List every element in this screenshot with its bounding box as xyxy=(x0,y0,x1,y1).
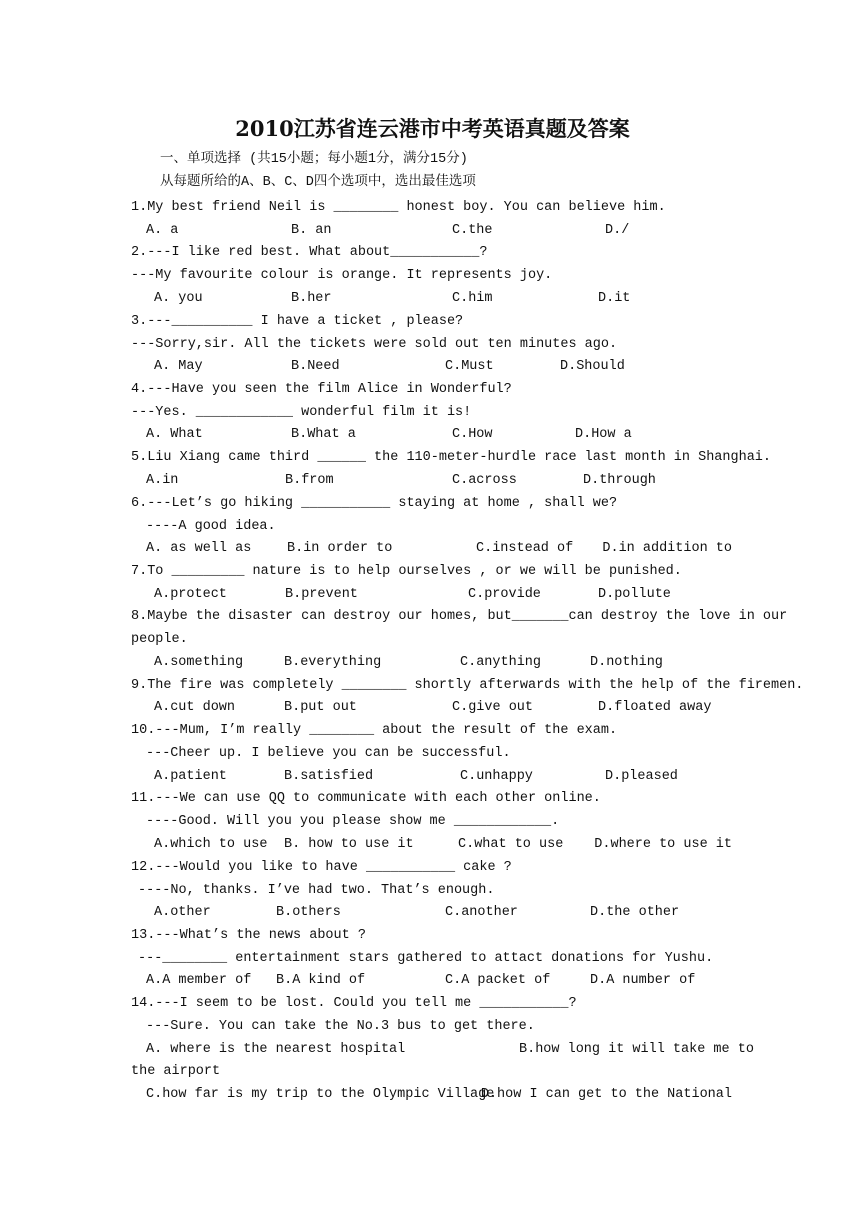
dialogue-line: ---My favourite colour is orange. It represents joy. xyxy=(131,268,553,283)
dialogue-line: ---________ entertainment stars gathered to attact donations for Yushu. xyxy=(138,951,714,966)
dialogue-line: ---Sure. You can take the No.3 bus to get there. xyxy=(146,1019,535,1034)
option-b: B.how long it will take me to xyxy=(519,1042,754,1057)
option-b: B.Need xyxy=(291,359,340,374)
question-stem: 1.My best friend Neil is ________ honest boy. You can believe him. xyxy=(131,200,666,215)
option-a: A. where is the nearest hospital xyxy=(146,1042,406,1057)
question-stem: 7.To _________ nature is to help ourselves , or we will be punished. xyxy=(131,564,682,579)
option-a: A.protect xyxy=(154,587,227,602)
question-stem: 10.---Mum, I’m really ________ about the result of the exam. xyxy=(131,723,618,738)
option-d: D.How a xyxy=(575,427,632,442)
question-stem-cont: people. xyxy=(131,632,188,647)
option-a: A.patient xyxy=(154,769,227,784)
option-a: A. a xyxy=(146,223,179,238)
dialogue-line: ----A good idea. xyxy=(146,519,276,534)
option-c: C.him xyxy=(452,291,493,306)
option-a: A. you xyxy=(154,291,203,306)
option-c: C.provide xyxy=(468,587,541,602)
question-stem: 11.---We can use QQ to communicate with each other online. xyxy=(131,791,601,806)
dialogue-line: ---Cheer up. I believe you can be successful. xyxy=(146,746,511,761)
option-b: B.satisfied xyxy=(284,769,374,784)
option-c: C.another xyxy=(445,905,518,920)
option-b: B.from xyxy=(285,473,334,488)
option-d: D./ xyxy=(605,223,630,238)
option-c: C.the xyxy=(452,223,493,238)
option-a: A.cut down xyxy=(154,700,236,715)
option-a: A.A member of xyxy=(146,973,252,988)
option-b: B. how to use it xyxy=(284,837,414,852)
option-d: D.where to use it xyxy=(594,837,732,852)
dialogue-line: ----No, thanks. I’ve had two. That’s enough. xyxy=(138,883,495,898)
option-c: C.Must xyxy=(445,359,494,374)
option-a: A. May xyxy=(154,359,203,374)
question-stem: 3.---__________ I have a ticket , please? xyxy=(131,314,464,329)
question-stem: 13.---What’s the news about ? xyxy=(131,928,366,943)
option-a: A.which to use xyxy=(154,837,268,852)
question-stem: 4.---Have you seen the film Alice in Wonderful? xyxy=(131,382,512,397)
option-c: C.what to use xyxy=(458,837,564,852)
option-a: A. What xyxy=(146,427,203,442)
question-stem: 12.---Would you like to have ___________ cake ? xyxy=(131,860,512,875)
option-c: C.give out xyxy=(452,700,534,715)
question-stem: 14.---I seem to be lost. Could you tell me ___________? xyxy=(131,996,577,1011)
option-d: D.how I can get to the National xyxy=(480,1087,732,1102)
option-c: C.A packet of xyxy=(445,973,551,988)
option-a: A. as well as xyxy=(146,541,252,556)
section-heading: 一、单项选择 (共15小题；每小题1分，满分15分) xyxy=(160,152,468,167)
option-c: C.anything xyxy=(460,655,542,670)
option-b: B.What a xyxy=(291,427,356,442)
section-instruction: 从每题所给的A、B、C、D四个选项中，选出最佳选项 xyxy=(160,175,476,190)
option-b: B.others xyxy=(276,905,341,920)
question-stem: 6.---Let’s go hiking ___________ staying at home , shall we? xyxy=(131,496,618,511)
question-stem: 8.Maybe the disaster can destroy our homes, but_______can destroy the love in our xyxy=(131,609,788,624)
option-d: D.nothing xyxy=(590,655,663,670)
question-stem: 5.Liu Xiang came third ______ the 110-meter-hurdle race last month in Shanghai. xyxy=(131,450,772,465)
option-d: D.it xyxy=(598,291,631,306)
question-stem: 9.The fire was completely ________ shortly afterwards with the help of the firemen. xyxy=(131,678,804,693)
option-a: A.in xyxy=(146,473,179,488)
option-d: D.Should xyxy=(560,359,625,374)
option-b: B.her xyxy=(291,291,332,306)
option-b: B. an xyxy=(291,223,332,238)
dialogue-line: ---Sorry,sir. All the tickets were sold out ten minutes ago. xyxy=(131,337,618,352)
option-c: C.unhappy xyxy=(460,769,533,784)
option-d: D.pollute xyxy=(598,587,671,602)
option-d: D.floated away xyxy=(598,700,712,715)
option-c: C.how far is my trip to the Olympic Village xyxy=(146,1087,495,1102)
option-b: B.everything xyxy=(284,655,382,670)
option-b-cont: the airport xyxy=(131,1064,221,1079)
option-b: B.prevent xyxy=(285,587,358,602)
option-c: C.across xyxy=(452,473,517,488)
option-d: D.in addition to xyxy=(602,541,732,556)
page-title: 2010江苏省连云港市中考英语真题及答案 xyxy=(235,116,630,141)
option-c: C.How xyxy=(452,427,493,442)
question-stem: 2.---I like red best. What about___________? xyxy=(131,245,488,260)
option-d: D.A number of xyxy=(590,973,696,988)
dialogue-line: ---Yes. ____________ wonderful film it is! xyxy=(131,405,472,420)
dialogue-line: ----Good. Will you you please show me ____________. xyxy=(146,814,560,829)
option-b: B.in order to xyxy=(287,541,393,556)
option-a: A.other xyxy=(154,905,211,920)
option-b: B.put out xyxy=(284,700,357,715)
option-d: D.pleased xyxy=(605,769,678,784)
option-c: C.instead of xyxy=(476,541,574,556)
option-b: B.A kind of xyxy=(276,973,366,988)
option-d: D.the other xyxy=(590,905,680,920)
option-d: D.through xyxy=(583,473,656,488)
option-a: A.something xyxy=(154,655,244,670)
